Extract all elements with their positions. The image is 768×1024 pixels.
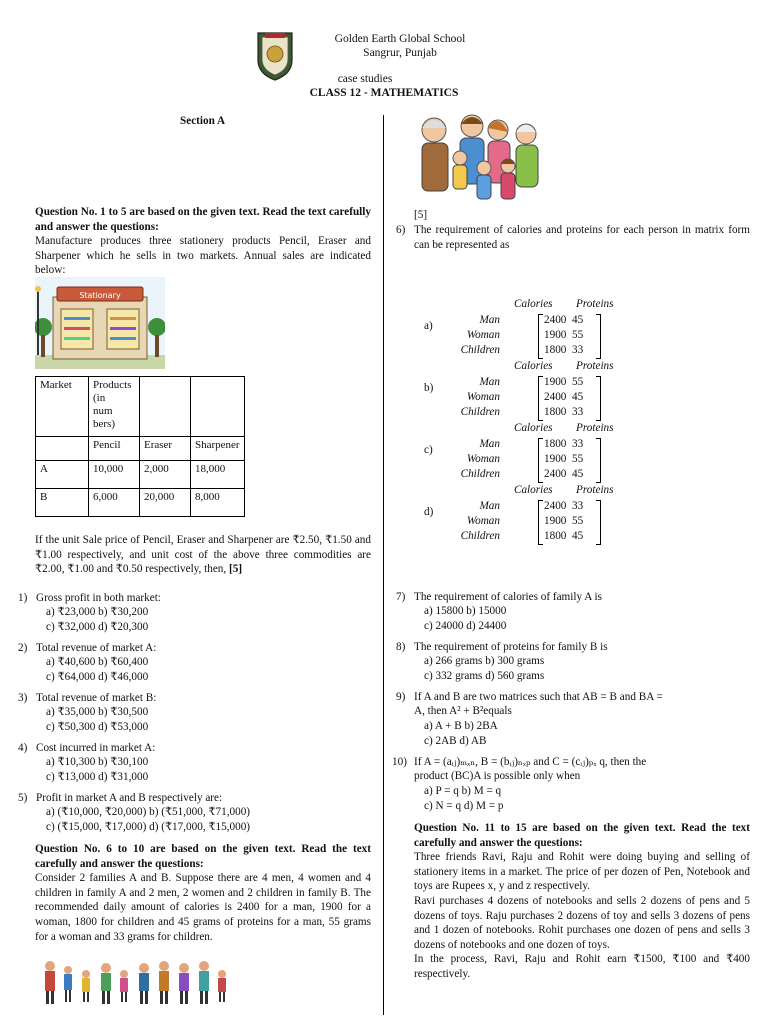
table-col-pencil: Pencil [89,437,140,461]
shop-sign-text: Stationary [79,291,121,300]
q11-15-passage-3: In the process, Ravi, Raju and Rohit earn ₹1500, ₹100 and ₹400 respectively. [414,953,750,980]
price-passage: If the unit Sale price of Pencil, Eraser and Sharpener are ₹2.50, ₹1.50 and ₹1.00 respectively, and unit cost of the above three commodities are ₹2.00, ₹1.00 and ₹0.50 respectively, then, [5] [35,534,371,576]
q6-marks: [5] [414,209,428,221]
table-row: B 6,000 20,000 8,000 [36,489,245,517]
sales-table [35,376,245,517]
doc-subtitle: case studies [337,73,393,85]
option-b-matrix: Calories Proteins b) Man Woman Children 1900 55 2400 45 1800 33 [424,360,644,422]
section-title: Section A [180,115,226,127]
table-header-market: Market [36,377,89,437]
option-c-matrix: Calories Proteins c) Man Woman Children 1800 33 1900 55 2400 45 [424,422,644,484]
table-row: A 10,000 2,000 18,000 [36,461,245,489]
q11-15-passage-2: Ravi purchases 4 dozens of notebooks and sells 2 dozens of pens and 5 dozens of toys. Raju purchases 2 dozens of toy and sells 3 dozens of pens and 1 dozen of notebooks. Rohit purchases one dozen of pens and sells 3 dozens of notebooks and one dozen of toys. [414,894,750,951]
q6-10-passage: Consider 2 families A and B. Suppose there are 4 men, 4 women and 4 children in family A and 2 men, 2 women and 2 children in family B. The recommended daily amount of calories is 2400 for a man, 1900 for a woman, 1800 for children and 45 grams of proteins for a man, 55 grams for a woman and 33 grams for children. [35,872,371,943]
q1-5-passage: Manufacture produces three stationery products Pencil, Eraser and Sharpener which he sells in two markets. Annual sales are indicated below: [35,235,371,277]
class-title: CLASS 12 - MATHEMATICS [309,87,459,99]
option-d-matrix: Calories Proteins d) Man Woman Children 2400 33 1900 55 1800 45 [424,484,644,546]
table-col-eraser: Eraser [140,437,191,461]
family-illustration [412,110,547,206]
school-name: Golden Earth Global School [334,33,466,45]
school-logo [255,30,295,82]
stationery-shop-image [35,277,165,369]
q6-10-intro: Question No. 6 to 10 are based on the given text. Read the text carefully and answer the questions: [35,843,371,870]
table-col-sharpener: Sharpener [191,437,245,461]
column-divider [383,115,384,1015]
option-a-matrix: Calories Proteins a) Man Woman Children 2400 45 1900 55 1800 33 [424,298,644,360]
q11-15-intro: Question No. 11 to 15 are based on the given text. Read the text carefully and answer the questions: [414,822,750,849]
q1-5-intro: Question No. 1 to 5 are based on the given text. Read the text carefully and answer the questions: [35,206,371,233]
q11-15-passage-1: Three friends Ravi, Raju and Rohit were doing buying and selling of stationery items in a market. The price of per dozen of Pen, Notebook and toys are Rupees x, y and z respectively. [414,851,750,893]
school-city: Sangrur, Punjab [363,47,437,59]
family-illustration-small [40,958,230,1006]
table-header-products: Products (in num bers) [89,377,140,437]
